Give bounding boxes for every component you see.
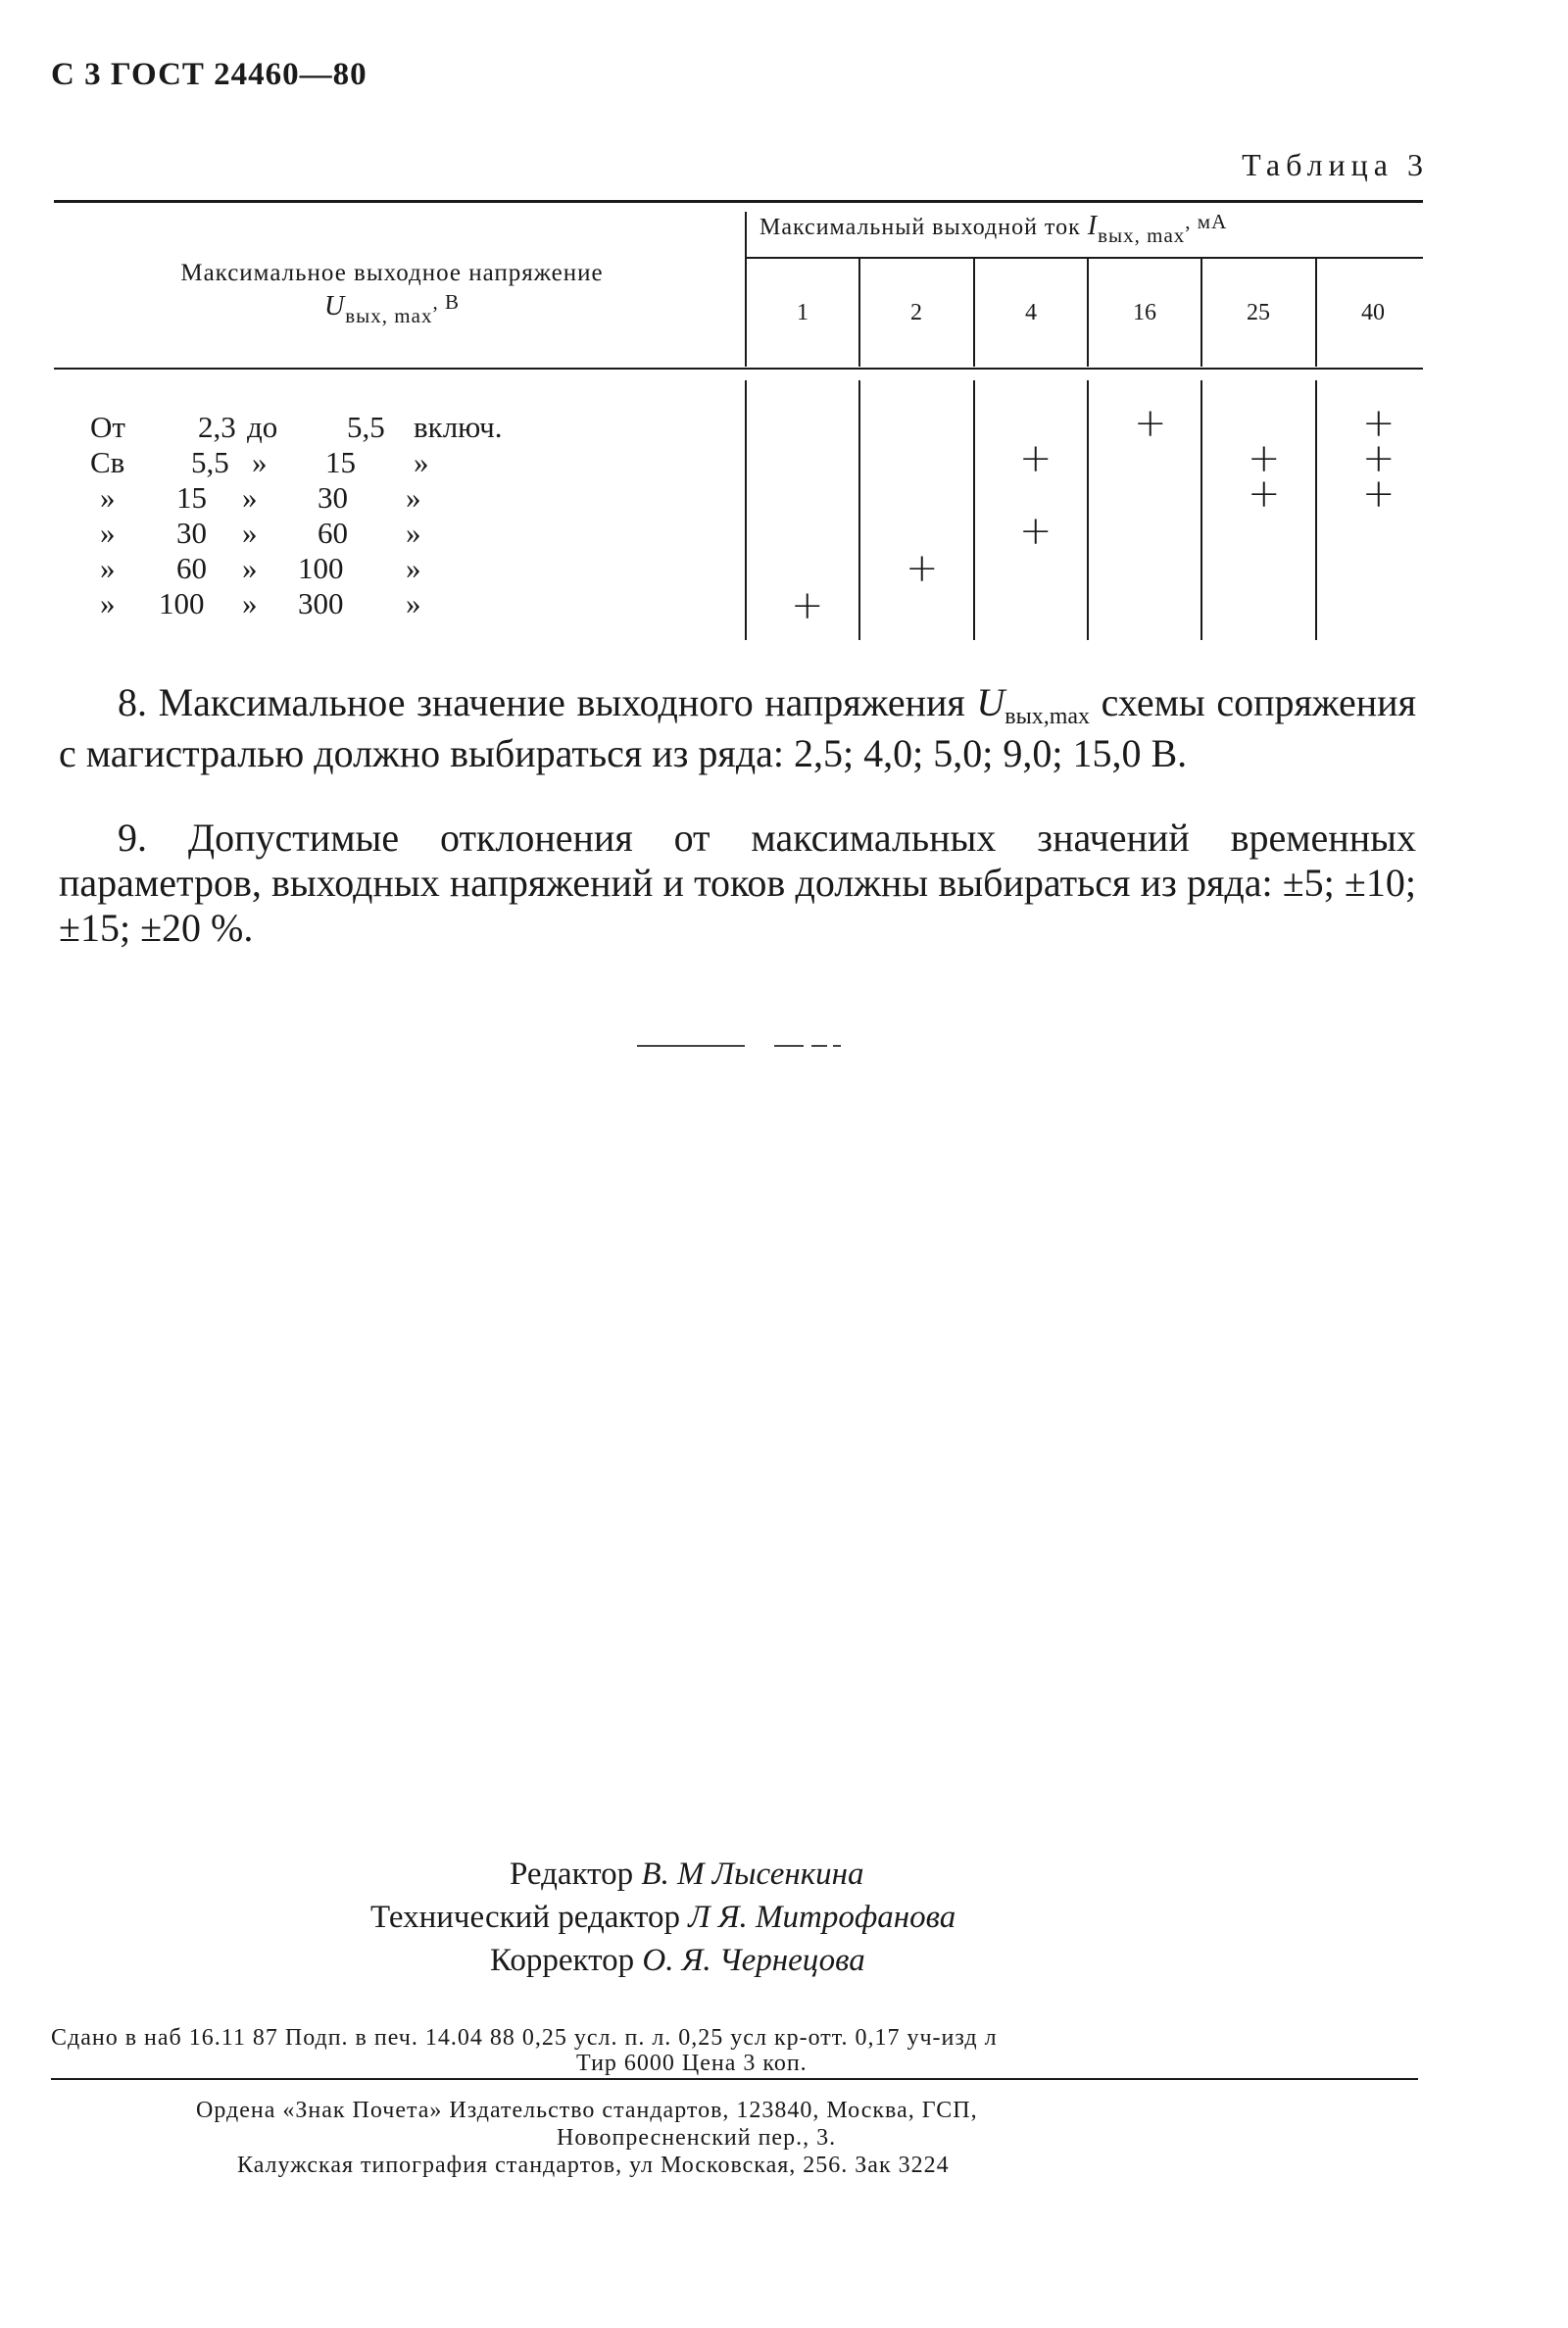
- corrector-line: Корректор О. Я. Чернецова: [490, 1943, 865, 1978]
- head-vline-main: [745, 212, 747, 367]
- colophon-line-2: Тир 6000 Цена 3 коп.: [576, 2051, 808, 2076]
- mark-r1-c16: +: [1134, 401, 1167, 446]
- publisher-line-3: Калужская типография стандартов, ул Московская, 256. Зак 3224: [237, 2153, 950, 2178]
- end-divider: [833, 1045, 841, 1047]
- end-divider: [774, 1045, 804, 1047]
- col-head-2: 2: [910, 300, 922, 325]
- colophon-line-1: Сдано в наб 16.11 87 Подп. в печ. 14.04 88 0,25 усл. п. л. 0,25 усл кр-отт. 0,17 уч-изд л: [51, 2025, 998, 2051]
- table-top-rule: [54, 200, 1423, 203]
- page-header: С 3 ГОСТ 24460—80: [51, 57, 368, 92]
- col-head-16: 16: [1133, 300, 1156, 325]
- publisher-line-2: Новопресненский пер., 3.: [557, 2125, 837, 2151]
- col-head-25: 25: [1247, 300, 1270, 325]
- col-head-40: 40: [1361, 300, 1385, 325]
- mark-r2-c4: +: [1019, 436, 1053, 481]
- editor-line: Редактор В. М Лысенкина: [510, 1857, 864, 1892]
- publisher-line-1: Ордена «Знак Почета» Издательство стандартов, 123840, Москва, ГСП,: [196, 2098, 978, 2123]
- tech-editor-line: Технический редактор Л Я. Митрофанова: [370, 1900, 956, 1935]
- table-head-rule: [54, 368, 1423, 370]
- col-head-1: 1: [797, 300, 808, 325]
- mark-r2-c40: +: [1362, 436, 1396, 481]
- colophon-rule: [51, 2078, 1418, 2080]
- mark-r5-c2: +: [906, 546, 939, 591]
- end-divider: [637, 1045, 745, 1047]
- mark-r1-c40: +: [1362, 401, 1396, 446]
- mark-r4-c4: +: [1019, 509, 1053, 554]
- end-divider: [811, 1045, 827, 1047]
- table-caption: Таблица 3: [1242, 147, 1429, 182]
- voltage-header: Максимальное выходное напряжение $U_{вых, max}^{, В}$: [180, 260, 604, 327]
- paragraph-9: 9. Допустимые отклонения от максимальных значений временных параметров, выходных напряжений и токов должны выбираться из ряда: ±5; ±10; ±15; ±20 %.: [59, 816, 1416, 950]
- mark-r3-c40: +: [1362, 471, 1396, 517]
- table-head-divider: [747, 257, 1423, 259]
- col-head-4: 4: [1025, 300, 1037, 325]
- mark-r3-c25: +: [1248, 471, 1281, 517]
- mark-r6-c1: +: [791, 583, 824, 628]
- current-header: Максимальный выходной ток Iвых, max, мА: [760, 210, 1228, 247]
- mark-r2-c25: +: [1248, 436, 1281, 481]
- paragraph-8: 8. Максимальное значение выходного напряжения $U_{вых,max}$ схемы сопряжения с магистралью должно выбираться из ряда: 2,5; 4,0; 5,0; 9,0; 15,0 В.: [59, 680, 1416, 775]
